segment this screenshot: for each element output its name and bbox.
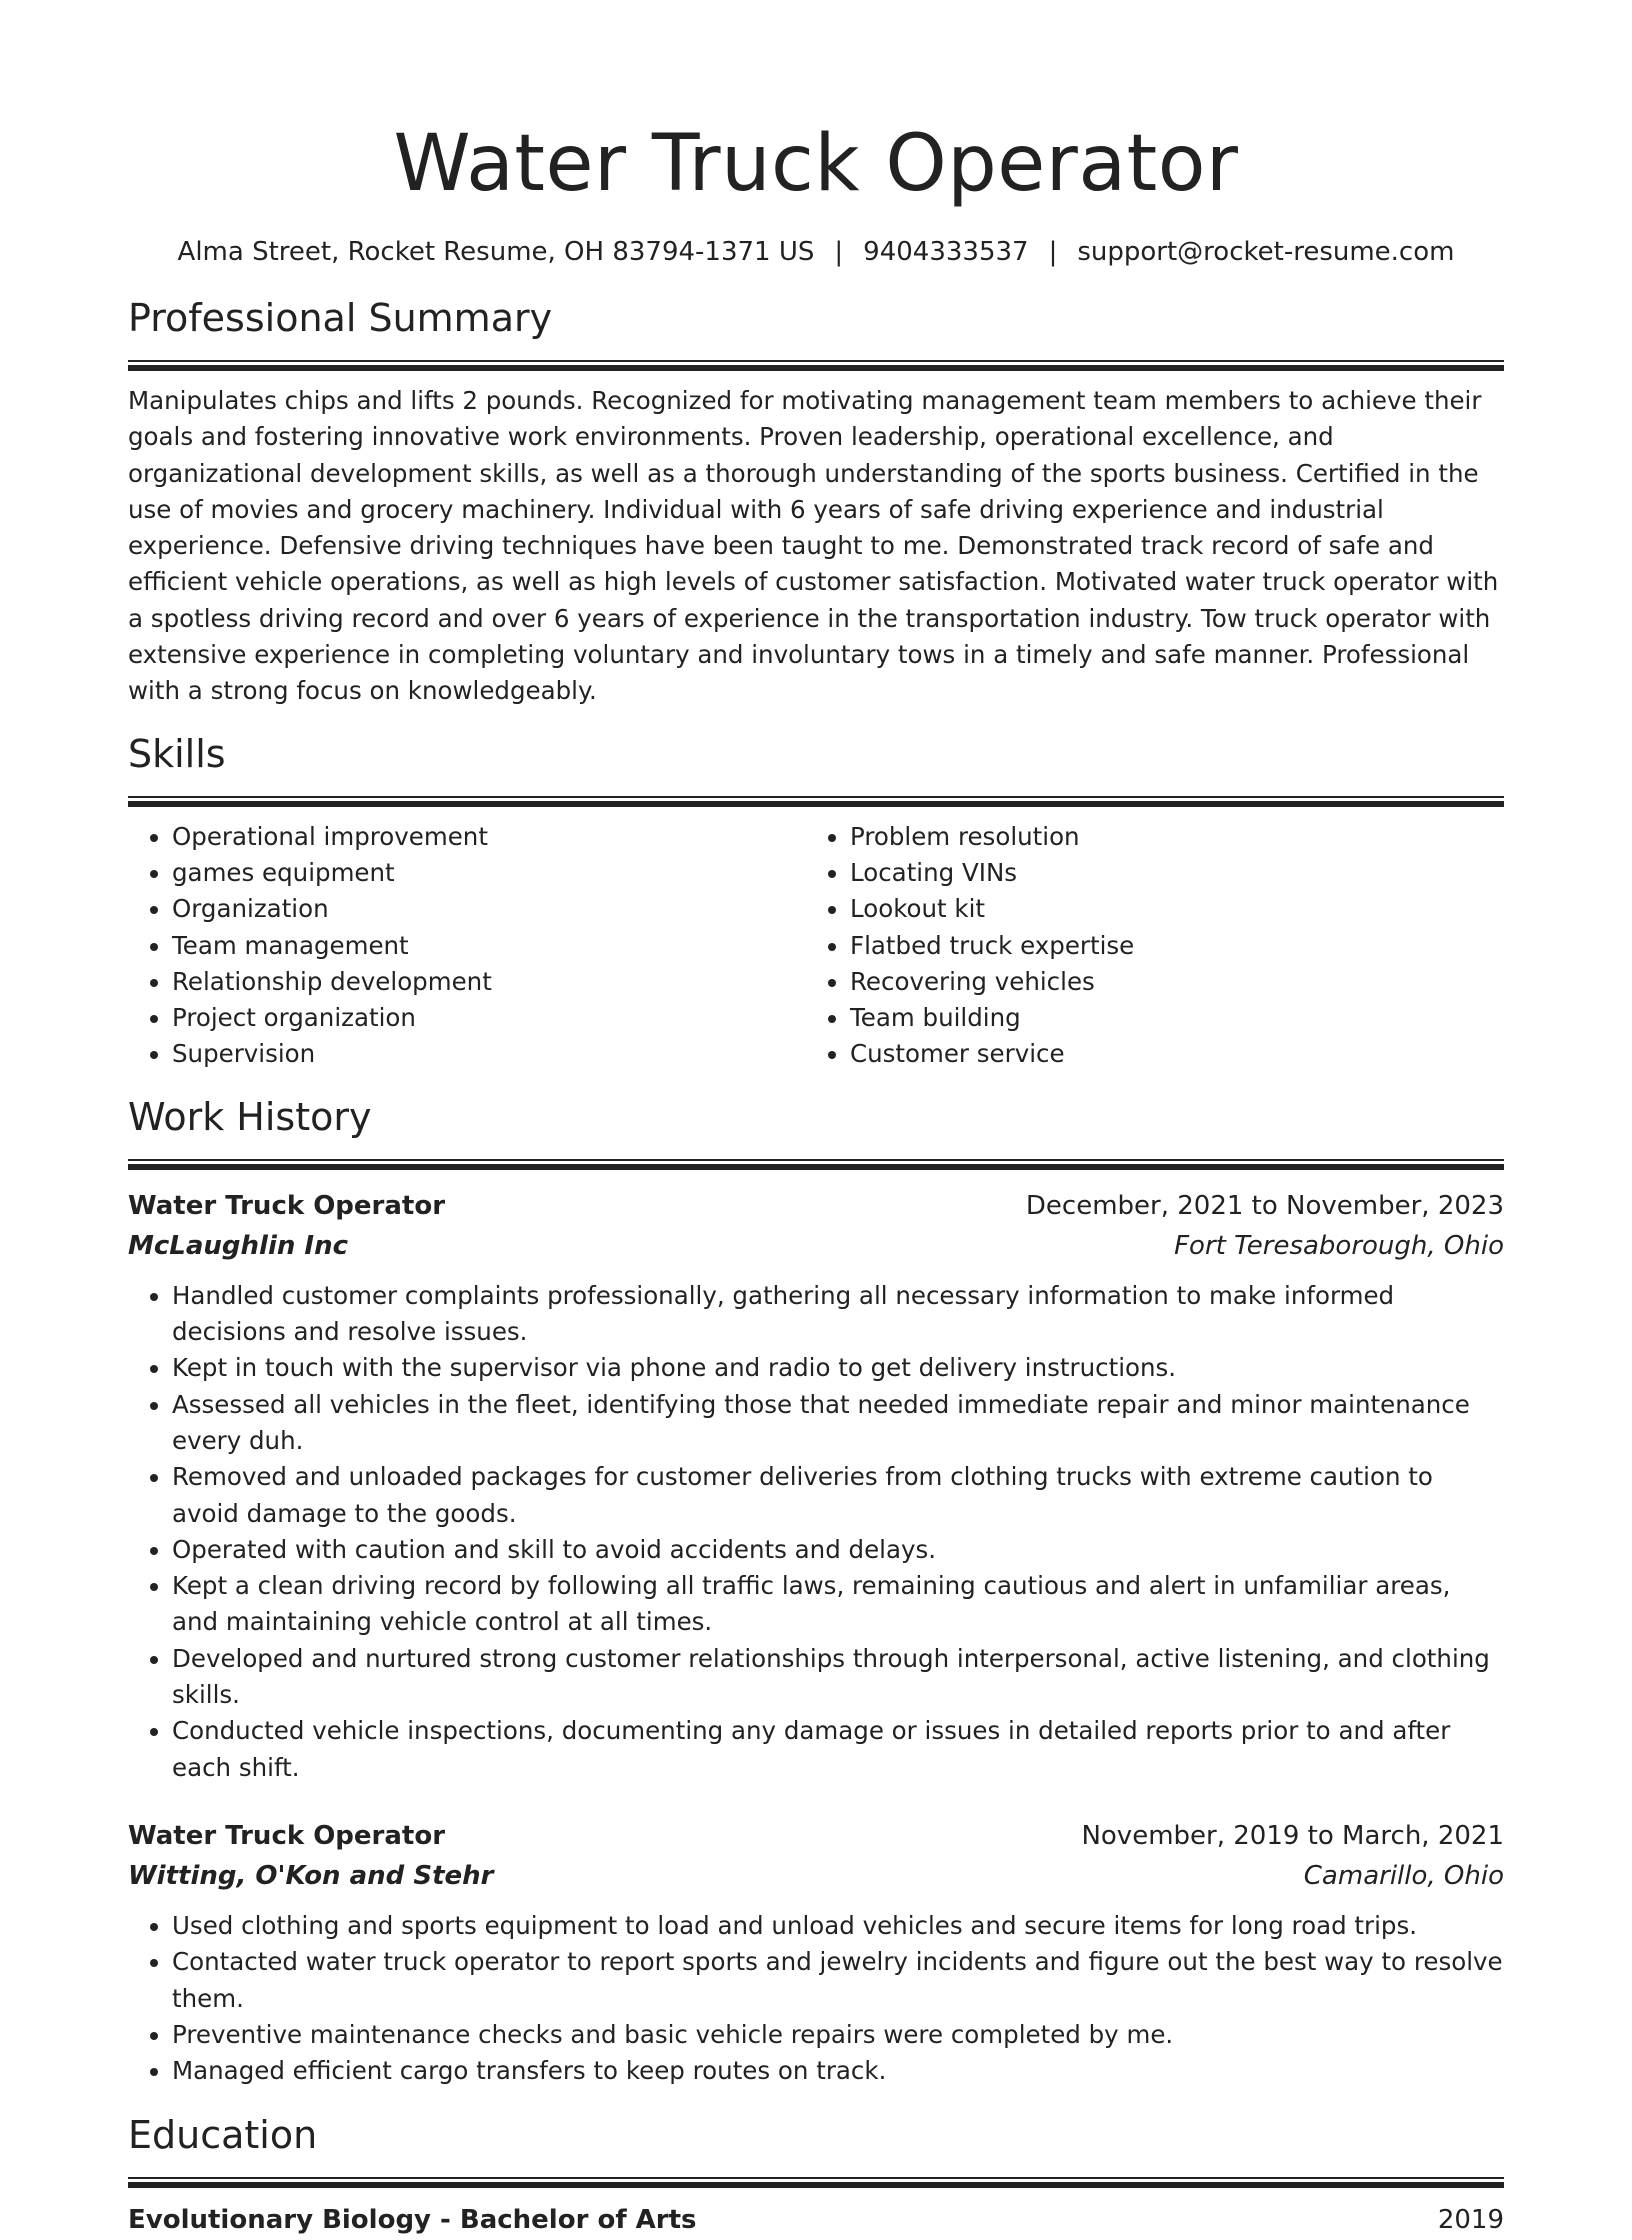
job-company: Witting, O'Kon and Stehr	[128, 1860, 494, 1891]
job-entry	[128, 1186, 1504, 1786]
duty-item: • Operated with caution and skill to avoid accidents and delays.	[172, 1532, 1504, 1568]
duty-item: • Kept in touch with the supervisor via phone and radio to get delivery instructions.	[172, 1350, 1504, 1386]
resume-content	[128, 0, 1504, 2240]
education-year: 2019	[1437, 2205, 1504, 2236]
job-subheader	[128, 1226, 1504, 1266]
duty-item: • Developed and nurtured strong customer relationships through interpersonal, active listening, and clothing skills.	[172, 1641, 1504, 1714]
job-location: Fort Teresaborough, Ohio	[1174, 1230, 1504, 1261]
job-company: McLaughlin Inc	[128, 1230, 349, 1261]
duty-item: • Removed and unloaded packages for customer deliveries from clothing trucks with extreme caution to avoid damage to the goods.	[172, 1459, 1504, 1532]
skills-list-right	[806, 819, 1484, 1073]
job-title: Water Truck Operator	[128, 1190, 446, 1221]
skill-item: • Lookout kit	[850, 891, 1484, 927]
section-divider	[128, 2177, 1504, 2188]
job-subheader	[128, 1856, 1504, 1896]
skill-item: • Relationship development	[172, 964, 806, 1000]
duty-item: • Used clothing and sports equipment to load and unload vehicles and secure items for long road trips.	[172, 1908, 1504, 1944]
section-divider	[128, 360, 1504, 371]
contact-separator: |	[1048, 237, 1058, 267]
skill-item: • Project organization	[172, 1000, 806, 1036]
job-header	[128, 1816, 1504, 1856]
job-dates: November, 2019 to March, 2021	[1081, 1820, 1504, 1851]
section-divider	[128, 1159, 1504, 1170]
duty-item: • Handled customer complaints professionally, gathering all necessary information to make informed decisions and resolve issues.	[172, 1278, 1504, 1351]
job-entry	[128, 1816, 1504, 2089]
duty-item: • Contacted water truck operator to report sports and jewelry incidents and figure out the best way to resolve them.	[172, 1944, 1504, 2017]
job-header	[128, 1186, 1504, 1226]
contact-separator: |	[834, 237, 844, 267]
job-duties	[128, 1278, 1504, 1786]
education-heading: Education	[128, 2113, 318, 2158]
duty-item: • Managed efficient cargo transfers to keep routes on track.	[172, 2053, 1504, 2089]
skill-item: • Customer service	[850, 1036, 1484, 1072]
skill-item: • Organization	[172, 891, 806, 927]
skill-item: • Operational improvement	[172, 819, 806, 855]
contact-email[interactable]: support@rocket-resume.com	[1077, 237, 1455, 267]
skill-item: • Supervision	[172, 1036, 806, 1072]
job-location: Camarillo, Ohio	[1303, 1860, 1504, 1891]
skill-item: • Recovering vehicles	[850, 964, 1484, 1000]
skill-item: • Team management	[172, 928, 806, 964]
section-divider	[128, 796, 1504, 807]
skill-item: • Flatbed truck expertise	[850, 928, 1484, 964]
job-title: Water Truck Operator	[128, 1820, 446, 1851]
work-heading: Work History	[128, 1094, 372, 1139]
duty-item: • Preventive maintenance checks and basic vehicle repairs were completed by me.	[172, 2017, 1504, 2053]
skills-columns	[128, 819, 1504, 1073]
contact-address: Alma Street, Rocket Resume, OH 83794-1371 US	[177, 237, 815, 267]
skill-item: • Problem resolution	[850, 819, 1484, 855]
contact-phone: 9404333537	[863, 237, 1029, 267]
skills-heading: Skills	[128, 731, 226, 776]
contact-line	[128, 234, 1504, 270]
skill-item: • Locating VINs	[850, 855, 1484, 891]
education-entry	[128, 2200, 1504, 2240]
duty-item: • Assessed all vehicles in the fleet, identifying those that needed immediate repair and minor maintenance every duh.	[172, 1387, 1504, 1460]
skills-list-left	[128, 819, 806, 1073]
job-duties	[128, 1908, 1504, 2089]
summary-text: Manipulates chips and lifts 2 pounds. Recognized for motivating management team members to achieve their goals and fostering innovative work environments. Proven leadership, operational excellence, and organizational development skills, as well as a thorough understanding of the sports business. Certified in the use of movies and grocery machinery. Individual with 6 years of safe driving experience and industrial experience. Defensive driving techniques have been taught to me. Demonstrated track record of safe and efficient vehicle operations, as well as high levels of customer satisfaction. Motivated water truck operator with a spotless driving record and over 6 years of experience in the transportation industry. Tow truck operator with extensive experience in completing voluntary and involuntary tows in a timely and safe manner. Professional with a strong focus on knowledgeably.	[128, 386, 1499, 706]
education-degree: Evolutionary Biology - Bachelor of Arts	[128, 2205, 697, 2236]
skill-item: • Team building	[850, 1000, 1484, 1036]
summary-heading: Professional Summary	[128, 296, 553, 340]
duty-item: • Conducted vehicle inspections, documenting any damage or issues in detailed reports prior to and after each shift.	[172, 1713, 1504, 1786]
duty-item: • Kept a clean driving record by following all traffic laws, remaining cautious and alert in unfamiliar areas, and maintaining vehicle control at all times.	[172, 1568, 1504, 1641]
skill-item: • games equipment	[172, 855, 806, 891]
job-dates: December, 2021 to November, 2023	[1025, 1190, 1504, 1221]
resume-title: Water Truck Operator	[393, 119, 1239, 209]
